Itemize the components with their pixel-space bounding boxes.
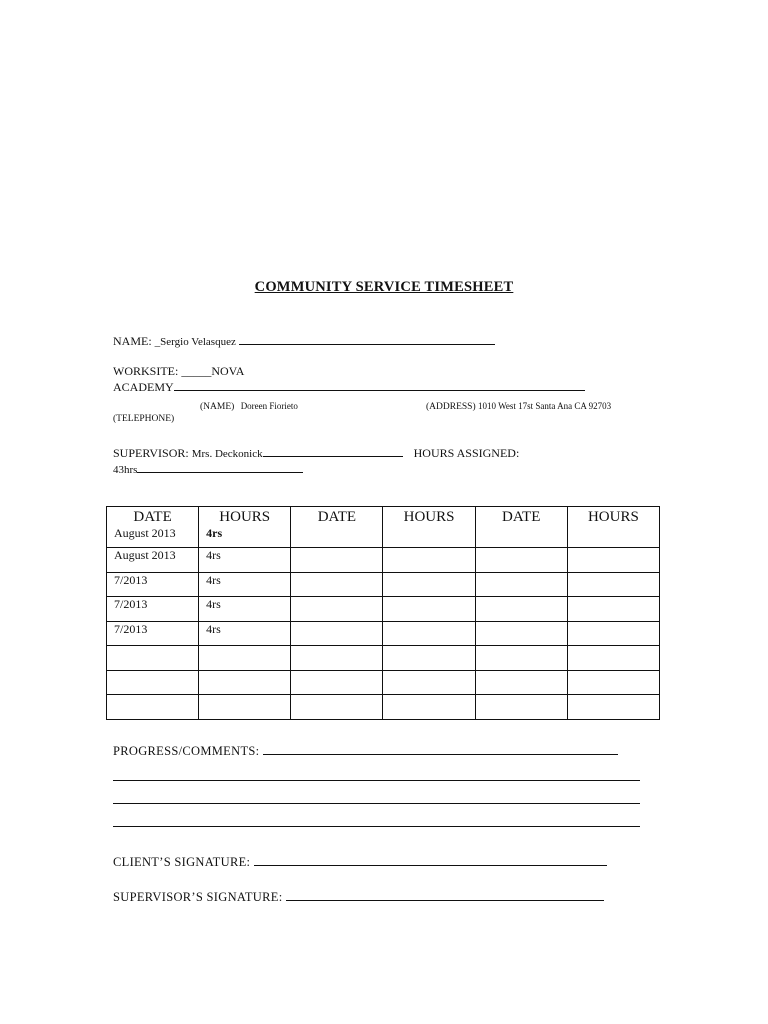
worksite-label: WORKSITE: <box>113 364 179 378</box>
empty-cell <box>567 621 659 646</box>
empty-cell <box>475 670 567 695</box>
empty-cell <box>475 597 567 622</box>
table-row <box>107 597 660 622</box>
empty-cell <box>475 621 567 646</box>
header-label: DATE <box>502 509 541 525</box>
worksite-underline <box>174 379 585 391</box>
empty-cell <box>383 572 475 597</box>
empty-cell <box>383 646 475 671</box>
empty-cell <box>475 548 567 573</box>
name-row <box>113 333 495 349</box>
header-cell-hours-3 <box>567 507 659 548</box>
date-cell <box>107 695 199 720</box>
timesheet-table <box>106 506 660 720</box>
empty-cell <box>567 646 659 671</box>
header-label: HOURS <box>587 509 639 525</box>
empty-cell <box>291 695 383 720</box>
table-row <box>107 572 660 597</box>
empty-cell <box>567 695 659 720</box>
supervisor-underline <box>263 445 403 457</box>
empty-cell <box>475 695 567 720</box>
name-value: _Sergio Velasquez <box>154 336 236 348</box>
table-header-row <box>107 507 660 548</box>
date-cell <box>107 670 199 695</box>
supervisor-signature-line <box>286 889 604 901</box>
empty-cell <box>383 597 475 622</box>
sub-telephone-label: (TELEPHONE) <box>113 414 175 424</box>
empty-cell <box>567 670 659 695</box>
empty-cell <box>291 646 383 671</box>
table-row <box>107 621 660 646</box>
supervisor-signature-row <box>113 889 604 905</box>
worksite-row <box>113 364 244 379</box>
header-label: DATE <box>317 509 357 525</box>
header-label: HOURS <box>403 509 455 525</box>
sub-name <box>200 401 298 412</box>
supervisor-signature-label: SUPERVISOR’S SIGNATURE: <box>113 890 283 904</box>
header-cell-date-2 <box>291 507 383 548</box>
hours-cell: 4rs <box>199 621 291 646</box>
comment-line-3 <box>113 826 640 827</box>
empty-cell <box>383 695 475 720</box>
header-cell-hours-1 <box>199 507 291 548</box>
worksite-blank: _____ <box>181 364 212 378</box>
sub-address-value: 1010 West 17st Santa Ana CA 92703 <box>478 401 612 411</box>
name-underline <box>239 333 495 345</box>
progress-underline <box>263 743 618 755</box>
empty-cell <box>291 597 383 622</box>
comment-line-1 <box>113 780 640 781</box>
sub-address-label: (ADDRESS) <box>426 402 476 412</box>
empty-cell <box>567 572 659 597</box>
empty-cell <box>475 646 567 671</box>
date-cell: August 2013 <box>107 548 199 573</box>
progress-label: PROGRESS/COMMENTS: <box>113 744 260 758</box>
sub-name-label: (NAME) <box>200 402 235 412</box>
table-row <box>107 646 660 671</box>
hours-assigned-label: HOURS ASSIGNED: <box>413 446 520 460</box>
empty-cell <box>291 548 383 573</box>
header-cell-date-1 <box>107 507 199 548</box>
client-signature-label: CLIENT’S SIGNATURE: <box>113 855 251 869</box>
hours-cell <box>199 646 291 671</box>
table-row <box>107 695 660 720</box>
worksite-row-2 <box>113 379 585 395</box>
date-cell <box>107 646 199 671</box>
empty-cell <box>567 597 659 622</box>
empty-cell <box>475 572 567 597</box>
empty-cell <box>291 572 383 597</box>
empty-cell <box>291 670 383 695</box>
client-signature-row <box>113 854 607 870</box>
header-label: DATE <box>133 509 172 525</box>
header-cell-hours-2 <box>383 507 475 548</box>
supervisor-value: Mrs. Deckonick <box>191 448 263 460</box>
hours-cell <box>199 670 291 695</box>
empty-cell <box>383 621 475 646</box>
empty-cell <box>291 621 383 646</box>
supervisor-label: SUPERVISOR: <box>113 446 189 460</box>
form-title: COMMUNITY SERVICE TIMESHEET <box>254 279 514 295</box>
empty-cell <box>383 670 475 695</box>
hours-cell: 4rs <box>199 548 291 573</box>
name-label: NAME: <box>113 334 152 348</box>
hours-assigned-underline <box>137 461 303 473</box>
hours-assigned-row <box>113 461 303 477</box>
empty-cell <box>567 548 659 573</box>
comment-line-2 <box>113 803 640 804</box>
sub-name-value: Doreen Fiorieto <box>240 401 298 411</box>
worksite-value-2: ACADEMY <box>113 380 174 394</box>
hours-cell <box>199 695 291 720</box>
worksite-value: NOVA <box>211 364 245 378</box>
client-signature-line <box>254 854 607 866</box>
table-row <box>107 548 660 573</box>
header-label: HOURS <box>219 509 271 525</box>
table-row <box>107 670 660 695</box>
sub-address <box>426 401 611 412</box>
header-row-hours-value: 4rs <box>206 526 223 540</box>
date-cell: 7/2013 <box>107 597 199 622</box>
progress-row <box>113 743 618 759</box>
hours-cell: 4rs <box>199 572 291 597</box>
header-cell-date-3 <box>475 507 567 548</box>
empty-cell <box>383 548 475 573</box>
supervisor-row <box>113 445 519 461</box>
header-row-date-value: August 2013 <box>114 526 176 540</box>
hours-assigned-value: 43hrs <box>113 464 138 476</box>
date-cell: 7/2013 <box>107 621 199 646</box>
hours-cell: 4rs <box>199 597 291 622</box>
date-cell: 7/2013 <box>107 572 199 597</box>
